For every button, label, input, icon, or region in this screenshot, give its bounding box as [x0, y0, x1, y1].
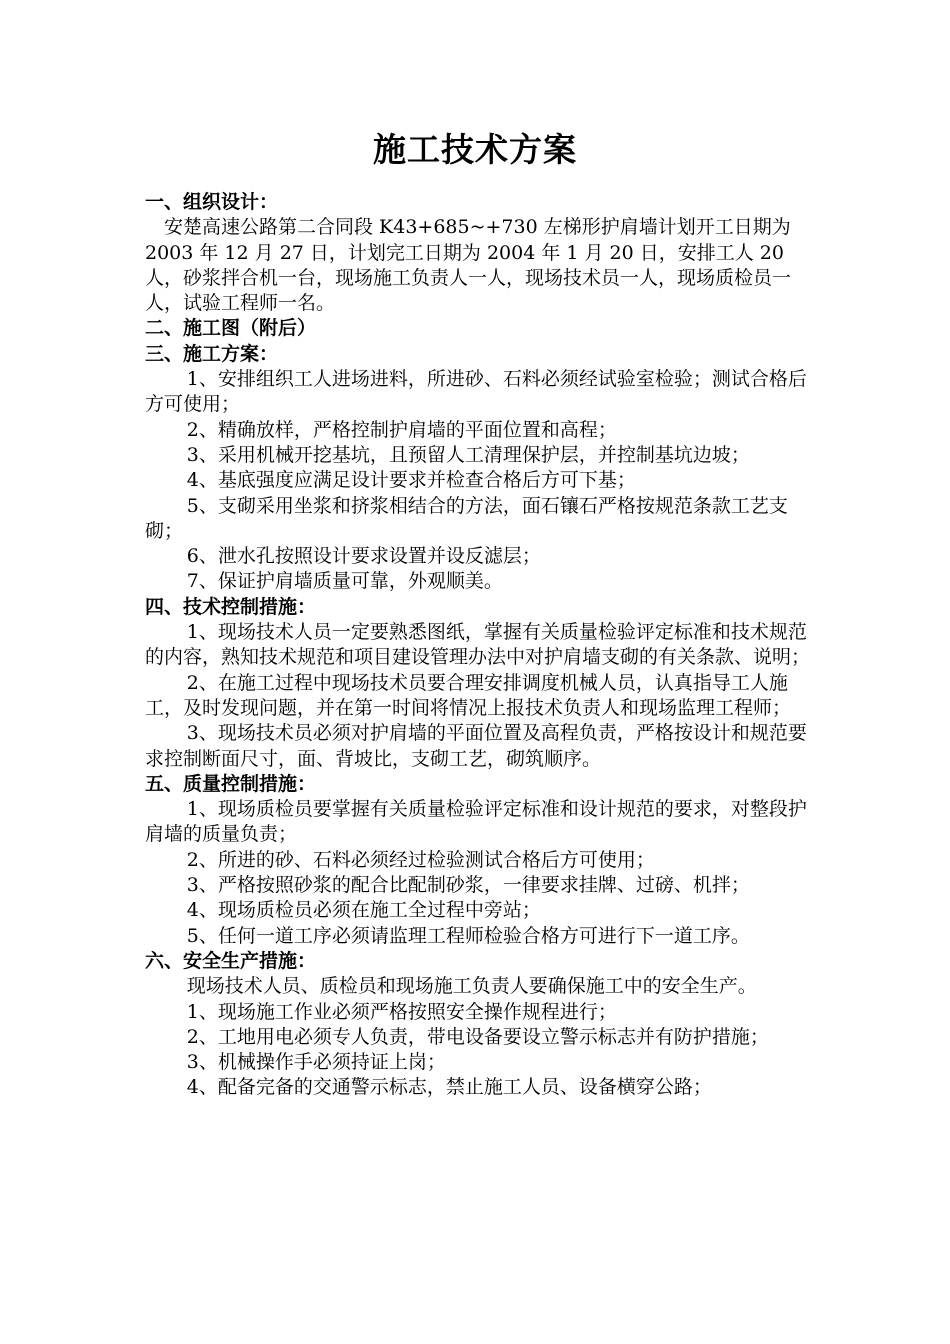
- paragraph: 2、精确放样，严格控制护肩墙的平面位置和高程；: [186, 418, 617, 441]
- document-body: [145, 190, 815, 1101]
- section-heading-quality-control: 五、质量控制措施：: [145, 772, 317, 795]
- paragraph: 2、工地用电必须专人负责，带电设备要设立警示标志并有防护措施；: [186, 1025, 769, 1048]
- section-heading-plan: 三、施工方案：: [145, 342, 279, 365]
- paragraph: 2、所进的砂、石料必须经过检验测试合格后方可使用；: [186, 848, 655, 871]
- section-heading-organization: 一、组织设计：: [145, 191, 279, 213]
- paragraph: 1、现场质检员要掌握有关质量检验评定标准和设计规范的要求，对整段护肩墙的质量负责；: [145, 798, 807, 846]
- paragraph: 3、严格按照砂浆的配合比配制砂浆，一律要求挂牌、过磅、机拌；: [186, 874, 750, 897]
- paragraph: 5、任何一道工序必须请监理工程师检验合格方可进行下一道工序。: [186, 924, 750, 947]
- section-heading-drawings: 二、施工图（附后）: [145, 317, 317, 340]
- paragraph: 6、泄水孔按照设计要求设置并设反滤层；: [186, 545, 541, 568]
- paragraph: 1、安排组织工人进场进料，所进砂、石料必须经试验室检验；测试合格后方可使用；: [145, 368, 807, 416]
- section-heading-technical-control: 四、技术控制措施：: [145, 595, 317, 618]
- paragraph: 3、采用机械开挖基坑，且预留人工清理保护层，并控制基坑边坡；: [186, 443, 750, 466]
- paragraph: 2、在施工过程中现场技术员要合理安排调度机械人员，认真指导工人施工，及时发现问题，并在第一时间将情况上报技术负责人和现场监理工程师；: [145, 671, 792, 719]
- paragraph: 安楚高速公路第二合同段 K43+685~+730 左梯形护肩墙计划开工日期为 2003 年 12 月 27 日，计划完工日期为 2004 年 1 月 20 日，安排工人 20 人，砂浆拌合机一台，现场施工负责人一人，现场技术员一人，现场质检员一人，试验工程师一名。: [145, 216, 792, 315]
- paragraph: 现场技术人员、质检员和现场施工负责人要确保施工中的安全生产。: [186, 975, 757, 998]
- paragraph: 3、现场技术员必须对护肩墙的平面位置及高程负责，严格按设计和规范要求控制断面尺寸，面、背坡比，支砌工艺，砌筑顺序。: [145, 722, 807, 770]
- paragraph: 1、现场施工作业必须严格按照安全操作规程进行；: [186, 1000, 617, 1023]
- paragraph: 1、现场技术人员一定要熟悉图纸，掌握有关质量检验评定标准和技术规范的内容，熟知技术规范和项目建设管理办法中对护肩墙支砌的有关条款、说明；: [145, 621, 811, 669]
- document-title: 施工技术方案: [373, 130, 577, 169]
- section-heading-safety: 六、安全生产措施：: [145, 949, 317, 972]
- paragraph: 3、机械操作手必须持证上岗；: [186, 1051, 446, 1074]
- paragraph: 4、现场质检员必须在施工全过程中旁站；: [186, 899, 541, 922]
- paragraph: 7、保证护肩墙质量可靠，外观顺美。: [186, 570, 503, 593]
- paragraph: 5、支砌采用坐浆和挤浆相结合的方法，面石镶石严格按规范条款工艺支砌；: [145, 494, 788, 542]
- paragraph: 4、配备完备的交通警示标志，禁止施工人员、设备横穿公路；: [186, 1076, 712, 1099]
- paragraph: 4、基底强度应满足设计要求并检查合格后方可下基；: [186, 469, 636, 492]
